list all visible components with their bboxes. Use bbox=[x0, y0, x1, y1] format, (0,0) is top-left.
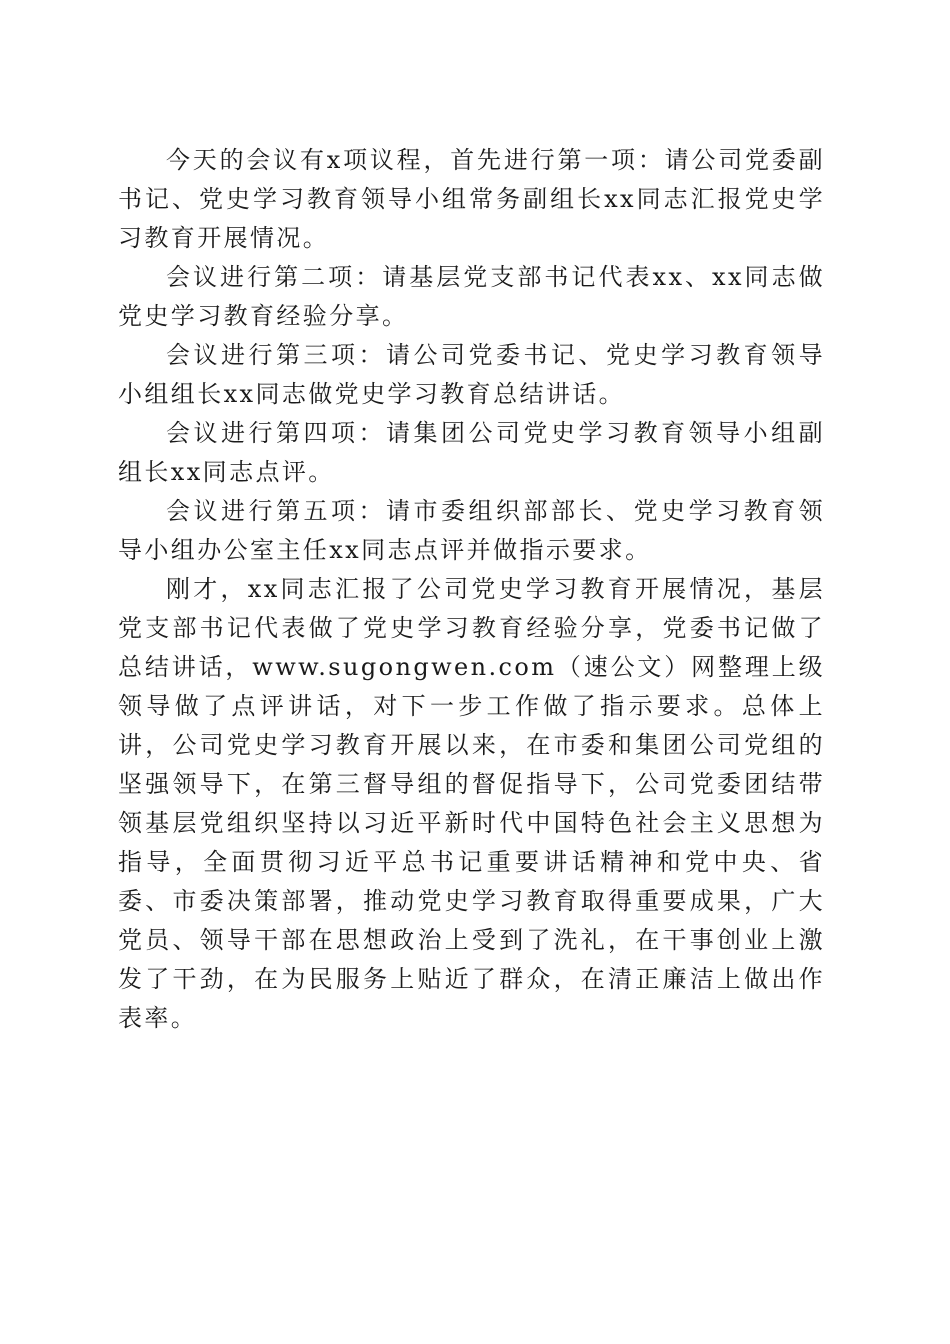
paragraph-summary: 刚才，xx同志汇报了公司党史学习教育开展情况，基层党支部书记代表做了党史学习教育经验分享，党委书记做了总结讲话，www.sugongwen.com（速公文）网整理上级领导做了点评讲话，对下一步工作做了指示要求。总体上讲，公司党史学习教育开展以来，在市委和集团公司党组的坚强领导下，在第三督导组的督促指导下，公司党委团结带领基层党组织坚持以习近平新时代中国特色社会主义思想为指导，全面贯彻习近平总书记重要讲话精神和党中央、省委、市委决策部署，推动党史学习教育取得重要成果，广大党员、领导干部在思想政治上受到了洗礼，在干事创业上激发了干劲，在为民服务上贴近了群众，在清正廉洁上做出作表率。 bbox=[118, 575, 825, 1032]
paragraph-item-four: 会议进行第四项：请集团公司党史学习教育领导小组副组长xx同志点评。 bbox=[118, 419, 825, 486]
paragraph-agenda-intro: 今天的会议有x项议程，首先进行第一项：请公司党委副书记、党史学习教育领导小组常务副组长xx同志汇报党史学习教育开展情况。 bbox=[118, 146, 825, 252]
paragraph-item-two: 会议进行第二项：请基层党支部书记代表xx、xx同志做党史学习教育经验分享。 bbox=[118, 263, 825, 330]
paragraph-item-five: 会议进行第五项：请市委组织部部长、党史学习教育领导小组办公室主任xx同志点评并做指示要求。 bbox=[118, 497, 825, 564]
document-body bbox=[118, 141, 825, 1038]
paragraph-item-three: 会议进行第三项：请公司党委书记、党史学习教育领导小组组长xx同志做党史学习教育总结讲话。 bbox=[118, 341, 825, 408]
